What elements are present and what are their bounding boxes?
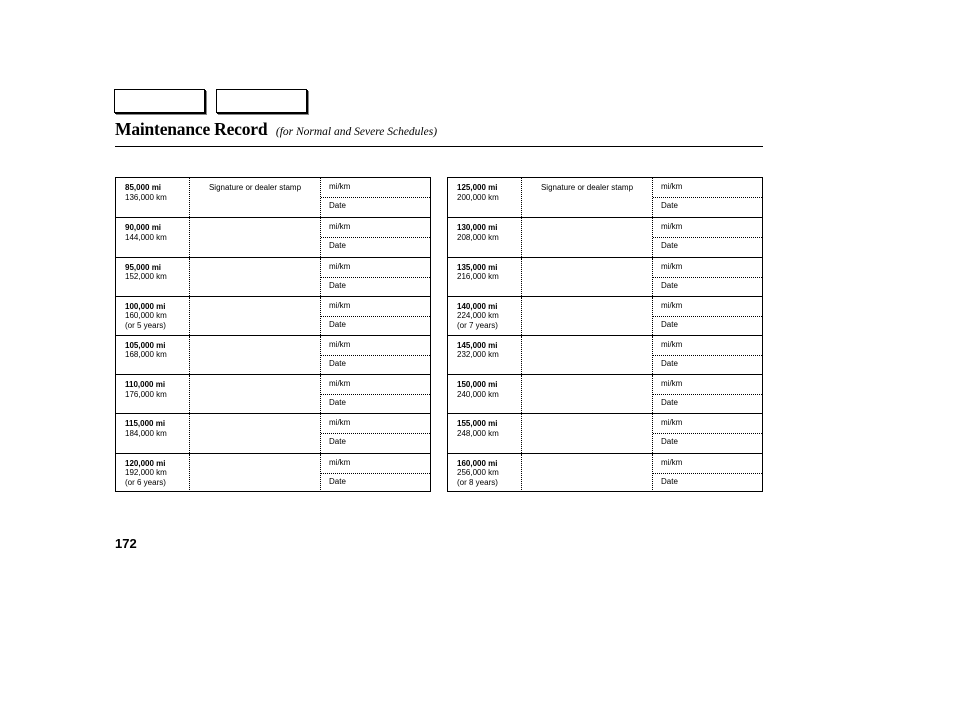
dotted-separator <box>321 197 430 198</box>
interval-miles: 135,000 mi <box>457 262 498 272</box>
odometer-date-cell <box>653 454 762 492</box>
signature-label: Signature or dealer stamp <box>540 183 634 192</box>
record-row <box>116 178 430 217</box>
dotted-separator <box>321 237 430 238</box>
interval-miles: 150,000 mi <box>457 380 498 390</box>
odometer-date-cell <box>321 414 430 452</box>
record-row <box>448 335 762 374</box>
odometer-label: mi/km <box>661 418 683 428</box>
service-interval <box>125 223 189 242</box>
odometer-label: mi/km <box>661 222 683 232</box>
interval-km: 184,000 km <box>125 428 167 438</box>
odometer-date-cell <box>321 375 430 413</box>
record-row <box>116 296 430 335</box>
record-row <box>448 178 762 217</box>
interval-km: 240,000 km <box>457 389 499 399</box>
signature-field[interactable] <box>190 336 320 374</box>
interval-miles: 140,000 mi <box>457 301 498 311</box>
page-subtitle: (for Normal and Severe Schedules) <box>275 126 438 138</box>
odometer-date-cell <box>321 336 430 374</box>
dotted-separator <box>321 316 430 317</box>
service-interval <box>457 263 521 282</box>
odometer-label: mi/km <box>661 300 683 310</box>
odometer-label: mi/km <box>661 379 683 389</box>
service-interval <box>457 302 521 331</box>
dotted-separator <box>653 277 762 278</box>
signature-field[interactable] <box>522 414 652 452</box>
dotted-separator <box>653 394 762 395</box>
date-label: Date <box>329 280 346 290</box>
signature-field[interactable] <box>190 297 320 335</box>
odometer-date-cell <box>653 218 762 256</box>
interval-km: 160,000 km <box>125 311 167 321</box>
signature-field[interactable] <box>190 178 320 217</box>
interval-km: 224,000 km <box>457 311 499 321</box>
record-row <box>116 413 430 452</box>
odometer-date-cell <box>321 218 430 256</box>
date-label: Date <box>661 280 678 290</box>
date-label: Date <box>661 241 678 251</box>
dotted-separator <box>653 433 762 434</box>
signature-field[interactable] <box>522 336 652 374</box>
dotted-separator <box>653 237 762 238</box>
interval-miles: 120,000 mi <box>125 458 166 468</box>
header-divider <box>115 146 763 147</box>
date-label: Date <box>329 319 346 329</box>
odometer-label: mi/km <box>329 222 351 232</box>
odometer-label: mi/km <box>329 182 351 191</box>
service-interval <box>457 380 521 399</box>
interval-years: (or 5 years) <box>125 320 166 330</box>
service-interval <box>125 459 189 488</box>
service-interval <box>457 341 521 360</box>
interval-km: 144,000 km <box>125 232 167 242</box>
interval-km: 208,000 km <box>457 232 499 242</box>
odometer-label: mi/km <box>329 418 351 428</box>
odometer-date-cell <box>321 454 430 492</box>
odometer-label: mi/km <box>661 261 683 271</box>
interval-km: 168,000 km <box>125 350 167 360</box>
record-row <box>448 413 762 452</box>
interval-miles: 125,000 mi <box>457 183 498 192</box>
interval-miles: 155,000 mi <box>457 419 498 429</box>
dotted-separator <box>653 355 762 356</box>
odometer-label: mi/km <box>661 339 683 349</box>
page-title: Maintenance Record <box>115 119 268 139</box>
interval-km: 256,000 km <box>457 468 499 478</box>
record-row <box>116 335 430 374</box>
odometer-date-cell <box>321 178 430 217</box>
interval-miles: 95,000 mi <box>125 262 162 272</box>
maintenance-table-right <box>447 177 763 492</box>
service-interval <box>457 419 521 438</box>
odometer-date-cell <box>653 375 762 413</box>
interval-miles: 115,000 mi <box>125 419 166 429</box>
date-label: Date <box>329 201 346 210</box>
odometer-label: mi/km <box>329 300 351 310</box>
interval-miles: 160,000 mi <box>457 458 498 468</box>
interval-miles: 100,000 mi <box>125 301 166 311</box>
signature-field[interactable] <box>190 258 320 296</box>
dotted-separator <box>653 197 762 198</box>
interval-miles: 105,000 mi <box>125 340 166 350</box>
odometer-date-cell <box>321 258 430 296</box>
service-interval <box>125 263 189 282</box>
interval-km: 248,000 km <box>457 428 499 438</box>
signature-field[interactable] <box>190 454 320 492</box>
record-row <box>116 217 430 256</box>
odometer-label: mi/km <box>661 182 683 191</box>
odometer-date-cell <box>321 297 430 335</box>
odometer-date-cell <box>653 336 762 374</box>
signature-field[interactable] <box>522 178 652 217</box>
record-row <box>448 296 762 335</box>
odometer-label: mi/km <box>661 457 683 467</box>
record-row <box>448 453 762 492</box>
signature-field[interactable] <box>190 218 320 256</box>
date-label: Date <box>329 241 346 251</box>
record-row <box>448 217 762 256</box>
odometer-date-cell <box>653 178 762 217</box>
interval-km: 192,000 km <box>125 468 167 478</box>
nav-tab-box-2[interactable] <box>216 89 307 113</box>
dotted-separator <box>321 433 430 434</box>
date-label: Date <box>661 358 678 368</box>
interval-miles: 110,000 mi <box>125 380 166 390</box>
interval-km: 200,000 km <box>457 192 499 202</box>
odometer-label: mi/km <box>329 261 351 271</box>
interval-km: 216,000 km <box>457 272 499 282</box>
service-interval <box>457 459 521 488</box>
service-interval <box>457 223 521 242</box>
nav-tab-box-1[interactable] <box>114 89 205 113</box>
interval-years: (or 7 years) <box>457 320 498 330</box>
signature-field[interactable] <box>522 375 652 413</box>
signature-field[interactable] <box>190 375 320 413</box>
signature-field[interactable] <box>190 414 320 452</box>
odometer-label: mi/km <box>329 339 351 349</box>
signature-field[interactable] <box>522 297 652 335</box>
interval-km: 232,000 km <box>457 350 499 360</box>
record-row <box>116 374 430 413</box>
odometer-date-cell <box>653 297 762 335</box>
interval-miles: 145,000 mi <box>457 340 498 350</box>
odometer-date-cell <box>653 414 762 452</box>
record-row <box>448 374 762 413</box>
page-number: 172 <box>115 536 137 551</box>
interval-miles: 130,000 mi <box>457 223 498 233</box>
odometer-label: mi/km <box>329 457 351 467</box>
dotted-separator <box>653 473 762 474</box>
service-interval <box>125 341 189 360</box>
dotted-separator <box>321 355 430 356</box>
interval-miles: 85,000 mi <box>125 183 162 192</box>
service-interval <box>125 183 189 202</box>
signature-field[interactable] <box>522 454 652 492</box>
date-label: Date <box>661 319 678 329</box>
date-label: Date <box>329 358 346 368</box>
page-header <box>115 119 437 140</box>
interval-km: 136,000 km <box>125 192 167 202</box>
interval-years: (or 8 years) <box>457 477 498 487</box>
signature-field[interactable] <box>522 258 652 296</box>
service-interval <box>125 302 189 331</box>
dotted-separator <box>321 394 430 395</box>
date-label: Date <box>329 476 346 486</box>
maintenance-table-left <box>115 177 431 492</box>
interval-km: 176,000 km <box>125 389 167 399</box>
record-row <box>116 257 430 296</box>
service-interval <box>125 419 189 438</box>
signature-field[interactable] <box>522 218 652 256</box>
date-label: Date <box>329 437 346 447</box>
date-label: Date <box>661 398 678 408</box>
date-label: Date <box>661 437 678 447</box>
odometer-label: mi/km <box>329 379 351 389</box>
interval-years: (or 6 years) <box>125 477 166 487</box>
service-interval <box>125 380 189 399</box>
odometer-date-cell <box>653 258 762 296</box>
signature-label: Signature or dealer stamp <box>208 183 302 192</box>
dotted-separator <box>321 277 430 278</box>
dotted-separator <box>321 473 430 474</box>
service-interval <box>457 183 521 202</box>
date-label: Date <box>661 476 678 486</box>
interval-km: 152,000 km <box>125 272 167 282</box>
record-row <box>448 257 762 296</box>
dotted-separator <box>653 316 762 317</box>
record-row <box>116 453 430 492</box>
date-label: Date <box>661 201 678 210</box>
date-label: Date <box>329 398 346 408</box>
interval-miles: 90,000 mi <box>125 223 162 233</box>
